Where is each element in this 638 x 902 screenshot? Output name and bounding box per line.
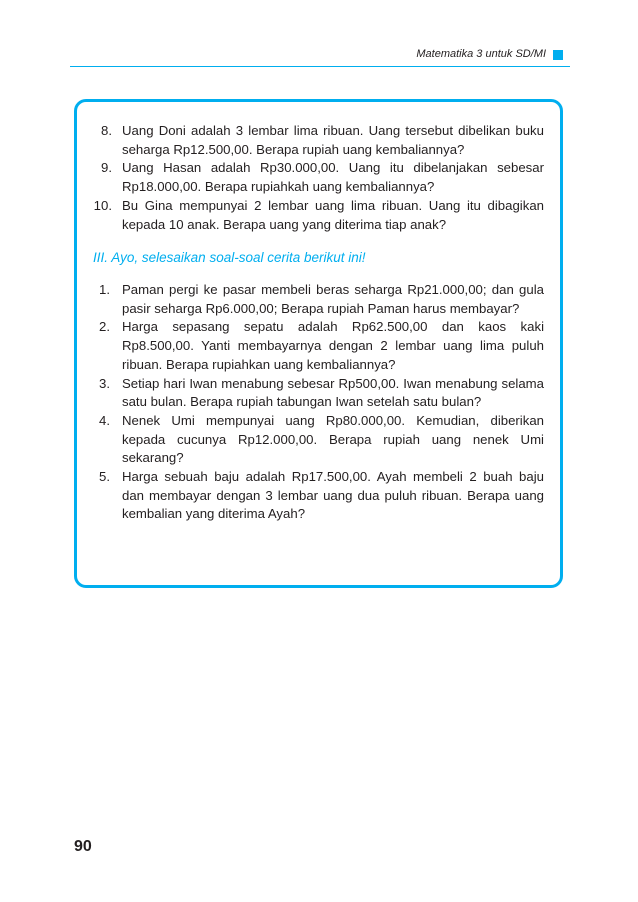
list-item: [92, 412, 544, 468]
item-text: Paman pergi ke pasar membeli beras seharga Rp21.000,00; dan gula pasir seharga Rp6.000,00; Berapa rupiah Paman harus membayar?: [122, 282, 544, 316]
list-item: [92, 281, 544, 318]
running-header: Matematika 3 untuk SD/MI: [416, 48, 546, 60]
list-item: [92, 375, 544, 412]
item-number: 2.: [99, 319, 110, 335]
page-number: 90: [74, 838, 92, 855]
header-accent-square: [553, 50, 563, 60]
item-text: Uang Hasan adalah Rp30.000,00. Uang itu dibelanjakan sebesar Rp18.000,00. Berapa rupiahkah uang kembaliannya?: [122, 160, 544, 195]
item-number: 4.: [99, 412, 110, 428]
section-heading: III. Ayo, selesaikan soal-soal cerita berikut ini!: [93, 250, 366, 265]
item-text: Bu Gina mempunyai 2 lembar uang lima ribuan. Uang itu dibagikan kepada 10 anak. Berapa uang yang diterima tiap anak?: [122, 197, 544, 232]
item-text: Setiap hari Iwan menabung sebesar Rp500,00. Iwan menabung selama satu bulan. Berapa rupiah tabungan Iwan setelah satu bulan?: [122, 375, 544, 410]
item-text: Nenek Umi mempunyai uang Rp80.000,00. Kemudian, diberikan kepada cucunya Rp12.000,00. Berapa rupiah uang nenek Umi sekarang?: [122, 412, 544, 466]
item-number: 8.: [101, 123, 112, 138]
item-text: Harga sebuah baju adalah Rp17.500,00. Ayah membeli 2 buah baju dan membayar dengan 3 lembar uang dua puluh ribuan. Berapa uang kembalian yang diterima Ayah?: [122, 469, 544, 522]
word-problem-list: [92, 281, 544, 524]
item-text: Harga sepasang sepatu adalah Rp62.500,00 dan kaos kaki Rp8.500,00. Yanti membayarnya dengan 2 lembar uang lima puluh ribuan. Berapa rupiahkan uang kembaliannya?: [122, 319, 544, 372]
header-rule: [70, 66, 570, 67]
list-item: [92, 122, 544, 159]
list-item: [92, 197, 544, 234]
item-number: 1.: [99, 282, 110, 297]
item-number: 9.: [101, 160, 112, 176]
list-item: [92, 159, 544, 196]
item-number: 3.: [99, 375, 110, 391]
list-item: [92, 318, 544, 374]
problem-list-continued: [92, 122, 544, 234]
item-number: 5.: [99, 469, 110, 485]
item-text: Uang Doni adalah 3 lembar lima ribuan. Uang tersebut dibelikan buku seharga Rp12.500,00. Berapa rupiah uang kembaliannya?: [122, 123, 544, 157]
item-number: 10.: [93, 197, 112, 213]
list-item: [92, 468, 544, 524]
